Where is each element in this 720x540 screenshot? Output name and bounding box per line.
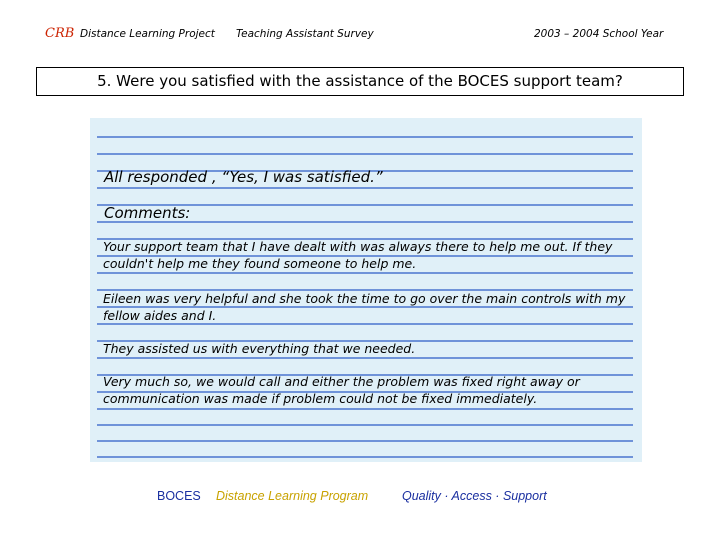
comment-text: Your support team that I have dealt with was always there to help me out. If they couldn't help me they found someone to help me.: [103, 239, 613, 271]
project-title: Distance Learning Project: [80, 28, 215, 40]
survey-title: Teaching Assistant Survey: [236, 28, 374, 40]
question-box: 5. Were you satisfied with the assistance of the BOCES support team?: [36, 67, 684, 96]
comment-text: Eileen was very helpful and she took the time to go over the main controls with my fellow aides and I.: [103, 291, 626, 323]
rule-line: [97, 153, 633, 155]
page-footer: [0, 489, 720, 507]
rule-line: [97, 424, 633, 426]
rule-line: [97, 408, 633, 410]
comment-text: Very much so, we would call and either the problem was fixed right away or communication was made if problem could not be fixed immediately.: [103, 374, 580, 406]
rule-line: [97, 357, 633, 359]
page-header: [0, 26, 720, 46]
rule-line: [97, 456, 633, 458]
footer-program: Distance Learning Program: [216, 489, 369, 503]
footer-tagline: Quality · Access · Support: [402, 489, 547, 503]
rule-line: [97, 136, 633, 138]
comments-label: Comments:: [104, 204, 191, 222]
school-year: 2003 – 2004 School Year: [534, 28, 664, 40]
answer-summary: All responded , “Yes, I was satisfied.”: [104, 168, 383, 186]
comment-text: They assisted us with everything that we needed.: [103, 341, 416, 356]
rule-line: [97, 272, 633, 274]
crb-logo: CRB: [45, 26, 75, 41]
footer-organization: BOCES: [157, 489, 201, 503]
rule-line: [97, 440, 633, 442]
rule-line: [97, 187, 633, 189]
